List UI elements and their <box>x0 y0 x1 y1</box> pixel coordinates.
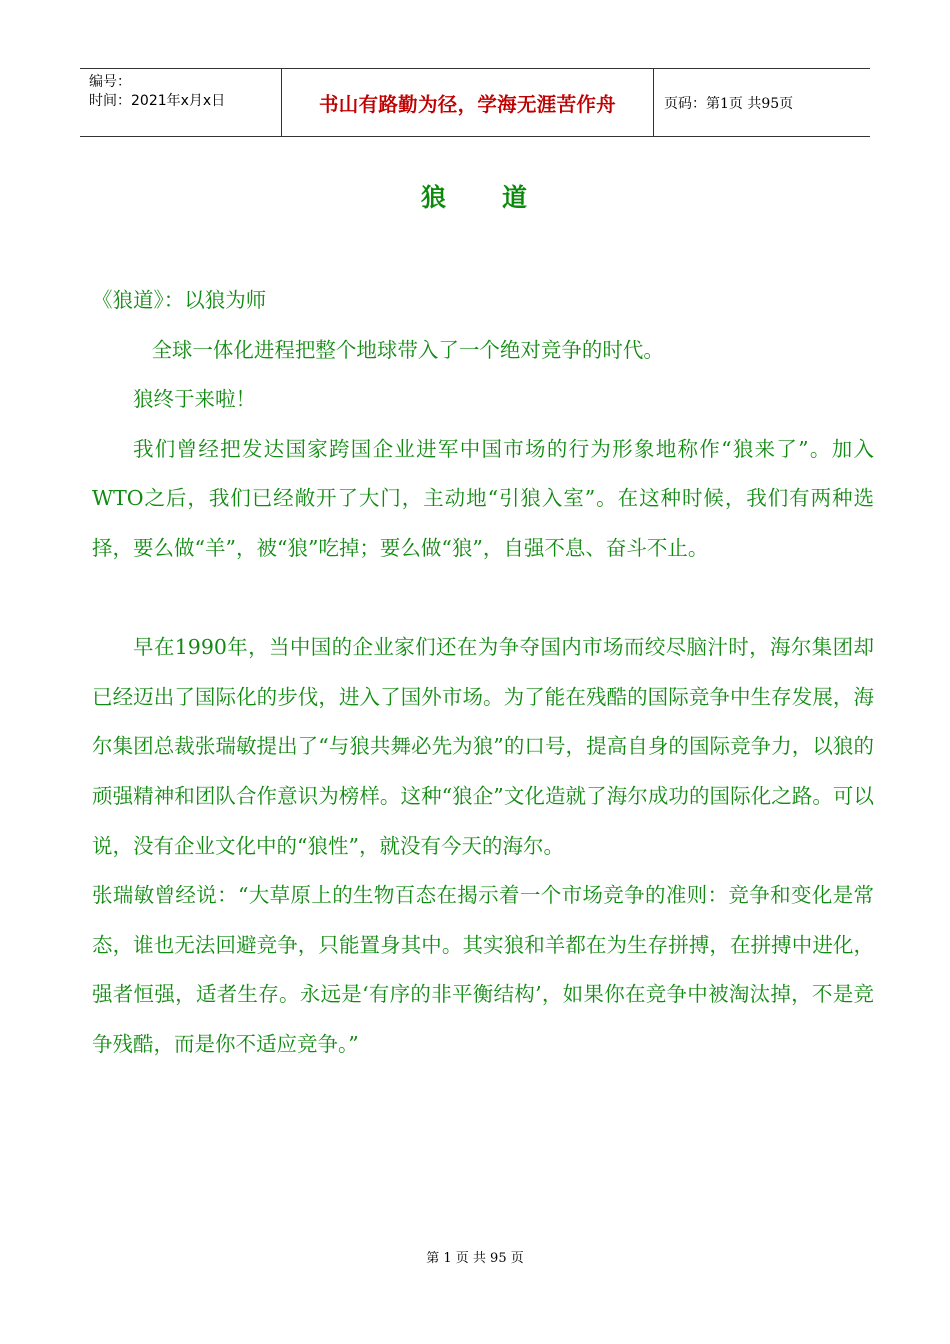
body-paragraph: 早在1990年，当中国的企业家们还在为争夺国内市场而绞尽脑汁时，海尔集团却已经迈出了国际化的步伐，进入了国外市场。为了能在残酷的国际竞争中生存发展，海尔集团总裁张瑞敏提出了“与狼共舞必先为狼”的口号，提高自身的国际竞争力，以狼的顽强精神和团队合作意识为榜样。这种“狼企”文化造就了海尔成功的国际化之路。可以说，没有企业文化中的“狼性”，就没有今天的海尔。 <box>92 635 874 858</box>
number-label: 编号： <box>89 74 131 90</box>
document-title <box>0 178 950 214</box>
page-header <box>80 68 870 137</box>
paragraph-spacer <box>92 574 874 624</box>
header-motto: 书山有路勤为径，学海无涯苦作舟 <box>282 69 654 136</box>
body-paragraph: 狼终于来啦！ <box>133 387 256 412</box>
body-paragraph: 张瑞敏曾经说：“大草原上的生物百态在揭示着一个市场竞争的准则：竞争和变化是常态，谁也无法回避竞争，只能置身其中。其实狼和羊都在为生存拼搏，在拼搏中进化，强者恒强，适者生存。永远是‘有序的非平衡结构’，如果你在竞争中被淘汰掉，不是竞争残酷，而是你不适应竞争。” <box>92 883 874 1056</box>
body-paragraph: 我们曾经把发达国家跨国企业进军中国市场的行为形象地称作“狼来了”。加入WTO之后，我们已经敞开了大门，主动地“引狼入室”。在这种时候，我们有两种选择，要么做“羊”，被“狼”吃掉；要么做“狼”，自强不息、奋斗不止。 <box>92 436 874 560</box>
title-char-1: 狼 <box>420 183 448 212</box>
header-page-info: 页码：第1页 共95页 <box>664 95 794 112</box>
document-body <box>92 276 874 1070</box>
subtitle-paragraph: 《狼道》：以狼为师 <box>92 288 267 312</box>
time-label: 时间：2021年x月x日 <box>89 93 226 109</box>
header-meta <box>80 69 282 136</box>
body-paragraph: 全球一体化进程把整个地球带入了一个绝对竞争的时代。 <box>151 337 664 362</box>
page-footer: 第 1 页 共 95 页 <box>426 1251 524 1266</box>
title-char-2: 道 <box>502 183 530 212</box>
